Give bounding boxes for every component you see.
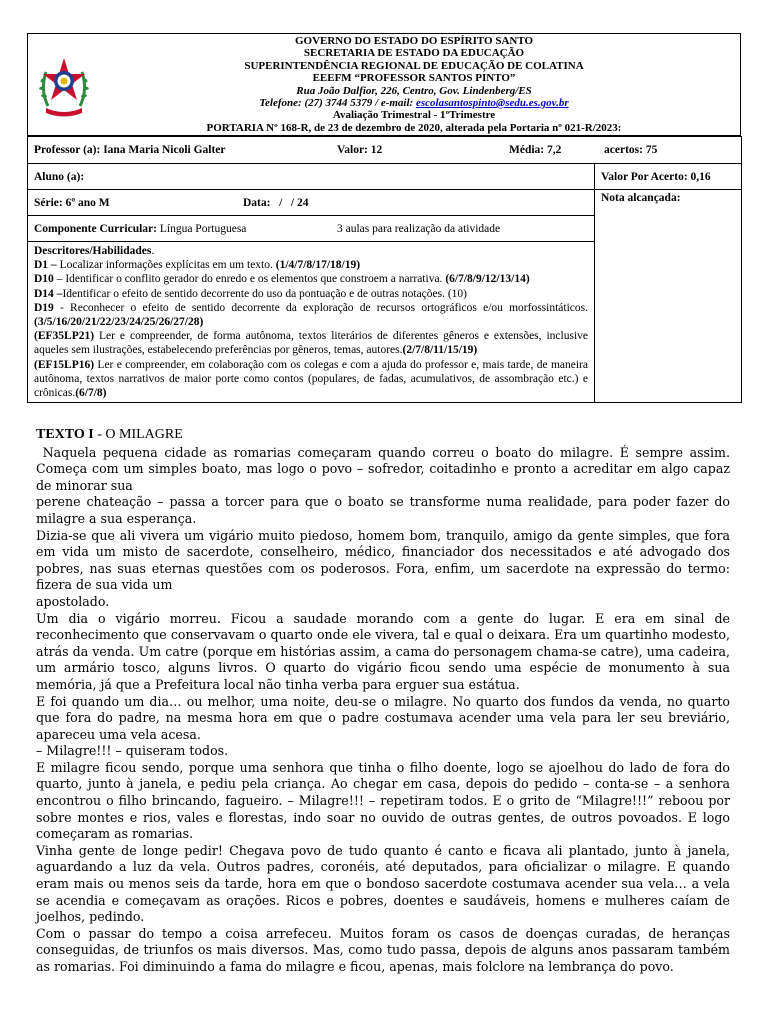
componente-label: Componente Curricular: <box>34 222 157 235</box>
descriptor-ef15lp16: (EF15LP16) Ler e compreender, em colaboração com os colegas e com a ajuda do professor e, mais tarde, de maneira autônoma, textos narrativos de maior porte como contos (populares, de fadas, acumulativos, de assombração etc.) e crônicas.(6/7/8) <box>34 358 588 400</box>
phone-text: Telefone: (27) 3744 5379 / e-mail: <box>259 97 416 110</box>
descriptor-d10: D10 – Identificar o conflito gerador do enredo e os elementos que constroem a narrativa. (6/7/8/9/12/13/14) <box>34 273 530 286</box>
story-paragraph: E foi quando um dia… ou melhor, uma noite, deu-se o milagre. No quarto dos fundos da venda, no quarto que fora do padre, na mesma hora em que o padre costumava acender uma vela para ler seu breviário, apareceu uma vela acesa. <box>36 693 730 742</box>
descriptor-ef35lp21: (EF35LP21) Ler e compreender, de forma autônoma, textos literários de diferentes gêneros e extensões, inclusive aqueles sem ilustrações, estabelecendo preferências por gêneros, temas, autores.(2/7/8/11/15/19) <box>34 330 588 357</box>
story-label: TEXTO I <box>36 427 94 442</box>
media: Média: 7,2 <box>509 144 562 156</box>
student-info-table <box>27 136 742 403</box>
story-paragraph: Um dia o vigário morreu. Ficou a saudade morando com a gente do lugar. E era em sinal de reconhecimento que conservavam o quarto onde ele vivera, tal e qual o deixara. Era um quartinho modesto, atrás da venda. Um catre (porque em histórias assim, a cama do personagem chama-se catre), uma cadeira, um armário tosco, alguns livros. O quarto do vigário ficou sendo uma espécie de monumento à sua memória, já que a Prefeitura local não tinha verba para erguer sua estátua. <box>36 610 730 692</box>
story-paragraph: Com o passar do tempo a coisa arrefeceu. Muitos foram os casos de doenças curadas, de heranças conseguidas, de triunfos os mais diversos. Mas, como tudo passa, depois de alguns anos passaram também as romarias. Foi diminuindo a fama do milagre e ficou, apenas, mais folclore na lembrança do povo. <box>36 925 730 974</box>
school-address: Rua João Dalfior, 226, Centro, Gov. Lindenberg/ES <box>296 84 532 97</box>
story-text <box>36 427 735 976</box>
school-header <box>27 33 741 136</box>
componente-row <box>28 216 595 242</box>
aulas-info: 3 aulas para realização da atividade <box>337 222 501 235</box>
descriptors-heading: Descritores/Habilidades <box>34 245 152 257</box>
exam-sheet <box>27 33 741 403</box>
nota-label: Nota alcançada: <box>601 192 681 204</box>
valor-por-acerto: Valor Por Acerto: 0,16 <box>595 164 742 190</box>
descriptor-d1: D1 – Localizar informações explícitas em um texto. (1/4/7/8/17/18/19) <box>34 259 361 272</box>
school-contact <box>88 97 740 109</box>
story-paragraph: apostolado. <box>36 593 110 609</box>
header-line-school: EEEFM “PROFESSOR SANTOS PINTO” <box>312 72 516 85</box>
story-paragraph: Vinha gente de longe pedir! Chegava povo de tudo quanto é canto e ficava ali plantado, junto à janela, aguardando a luz da vela. Outros padres, coronéis, até deputados, para oficializar o milagre. E quando eram mais ou menos seis da tarde, hora em que o bondoso sacerdote costumava acender sua vela… a vela se acendia e começavam as orações. Ricos e pobres, doentes e saudáveis, homens e mulheres caíam de joelhos, pedindo. <box>36 842 730 925</box>
story-paragraph: Naquela pequena cidade as romarias começaram quando correu o boato do milagre. É sempre assim. Começa com um simples boato, mas logo o povo – sofredor, coitadinho e pronto a acreditar em algo capaz de minorar sua <box>36 444 735 493</box>
espirito-santo-coat-of-arms-icon <box>38 54 90 120</box>
story-title-text: - O MILAGRE <box>93 427 183 442</box>
email-link[interactable]: escolasantospinto@sedu.es.gov.br <box>415 97 569 110</box>
nota-alcancada <box>595 190 742 403</box>
serie: Série: 6º ano M <box>34 196 110 209</box>
data-field[interactable]: Data: / / 24 <box>243 196 309 209</box>
professor-name: Professor (a): Iana Maria Nicoli Galter <box>34 144 226 156</box>
story-paragraph: E milagre ficou sendo, porque uma senhora que tinha o filho doente, logo se ajoelhou do lado de fora do quarto, junto à janela, e pediu pela criança. Ao chegar em casa, depois do pedido – conta-se – a senhora encontrou o filho brincando, fagueiro. – Milagre!!! – repetiram todos. E o grito de “Milagre!!!” reboou por sobre montes e rios, vales e florestas, indo soar no ouvido de outras gentes, de outros povoados. E logo começaram as romarias. <box>36 759 730 842</box>
story-paragraph: perene chateação – passa a torcer para que o boato se transforme numa realidade, para poder fazer do milagre a sua esperança. <box>36 494 730 526</box>
story-paragraph: – Milagre!!! – quiseram todos. <box>36 743 229 759</box>
evaluation-title: Avaliação Trimestral - 1ºTrimestre <box>332 109 496 122</box>
acertos: acertos: 75 <box>604 144 658 156</box>
componente-value: Língua Portuguesa <box>156 222 247 235</box>
header-line-secretariat: SECRETARIA DE ESTADO DA EDUCAÇÃO <box>303 47 525 60</box>
descriptor-d14: D14 –Identificar o efeito de sentido decorrente do uso da pontuação e de outras notações. (10) <box>34 287 468 300</box>
descriptors-cell: Descritores/Habilidades. D1 – Localizar informações explícitas em um texto. (1/4/7/8/17/18/19) D10 – Identificar o conflito gerador do enredo e os elementos que constroem a narrativa. (6/7/8/9/12/13/14) D14 –Identificar o efeito de sentido decorrente do uso da pontuação e de outras notações. (10) D19 - Reconhecer o efeito de sentido decorrente da exploração de recursos ortográficos e/ou morfossintáticos.(3/5/16/20/21/22/23/24/25/26/27/28) (EF35LP21) Ler e compreender, de forma autônoma, textos literários de diferentes gêneros e extensões, inclusive aqueles sem ilustrações, estabelecendo preferências por gêneros, temas, autores.(2/7/8/11/15/19) (EF15LP16) Ler e compreender, em colaboração com os colegas e com a ajuda do professor e, mais tarde, de maneira autônoma, textos narrativos de maior porte como contos (populares, de fadas, acumulativos, de assombração etc.) e crônicas.(6/7/8) <box>28 242 595 403</box>
valor-total: Valor: 12 <box>337 144 383 156</box>
header-line-government: GOVERNO DO ESTADO DO ESPÍRITO SANTO <box>294 35 534 47</box>
descriptor-d19: D19 - Reconhecer o efeito de sentido decorrente da exploração de recursos ortográficos e/ou morfossintáticos.(3/5/16/20/21/22/23/24/25/26/27/28) <box>34 301 588 329</box>
header-text <box>88 35 740 134</box>
story-paragraph: Dizia-se que ali vivera um vigário muito piedoso, homem bom, tranquilo, amigo da gente simples, que fora em vida um misto de sacerdote, conselheiro, médico, financiador dos necessitados e até advogado dos pobres, nas suas eternas questões com os poderosos. Fora, enfim, um sacerdote na expressão do termo: fizera de sua vida um <box>36 527 730 593</box>
serie-data-row <box>28 190 595 216</box>
story-title <box>36 427 730 444</box>
aluno-field[interactable]: Aluno (a): <box>28 164 595 190</box>
professor-row <box>28 137 742 164</box>
header-line-superintendence: SUPERINTENDÊNCIA REGIONAL DE EDUCAÇÃO DE COLATINA <box>244 59 584 72</box>
portaria-text: PORTARIA Nº 168-R, de 23 de dezembro de 2020, alterada pela Portaria nº 021-R/2023: <box>206 121 622 134</box>
